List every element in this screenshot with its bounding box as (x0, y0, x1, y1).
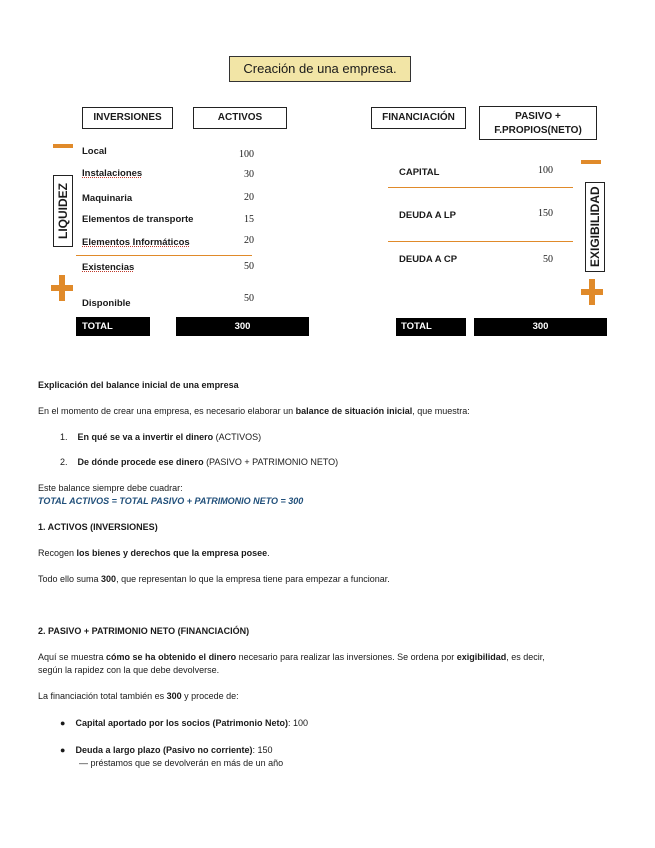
section1-paragraph-1 (38, 547, 270, 559)
page-title: Creación de una empresa. (229, 56, 411, 82)
liability-value-deuda-lp: 150 (538, 208, 553, 219)
bullet-bold: Deuda a largo plazo (Pasivo no corriente) (75, 745, 253, 755)
intro-text-end: , que muestra: (412, 406, 470, 416)
bullet-item-1 (60, 717, 308, 729)
liabilities-total-value: 300 (474, 318, 607, 336)
liability-divider-1 (388, 187, 573, 188)
liability-label-deuda-lp: DEUDA A LP (399, 210, 456, 221)
intro-text: En el momento de crear una empresa, es necesario elaborar un (38, 406, 296, 416)
asset-label-existencias: Existencias (82, 262, 135, 273)
text: Aquí se muestra (38, 652, 107, 662)
bullet-rest: : 100 (287, 718, 309, 728)
bullet-rest: : 150 (252, 745, 273, 755)
text: , que representan lo que la empresa tiene para empezar a funcionar. (116, 574, 390, 584)
bullet-bold: Capital aportado por los socios (Patrimonio Neto) (75, 718, 288, 728)
asset-label-instalaciones: Instalaciones (82, 168, 143, 179)
text: Todo ello suma (38, 574, 102, 584)
liability-value-deuda-cp: 50 (543, 254, 553, 265)
asset-value-instalaciones: 30 (244, 169, 254, 180)
list-number: 2. (60, 457, 68, 467)
list-bold: De dónde procede ese dinero (77, 457, 204, 467)
asset-label-disponible: Disponible (82, 298, 131, 309)
bullet-item-2-sub: — préstamos que se devolverán en más de un año (79, 758, 284, 768)
section2-paragraph-1-line2: según la rapidez con la que debe devolverse. (38, 665, 220, 675)
exigibility-label: EXIGIBILIDAD (585, 182, 605, 272)
balance-note: Este balance siempre debe cuadrar: (38, 483, 183, 493)
text: necesario para realizar las inversiones. Se ordena por (236, 652, 457, 662)
asset-label-transporte: Elementos de transporte (82, 214, 194, 225)
section2-heading: 2. PASIVO + PATRIMONIO NETO (FINANCIACIÓN) (38, 626, 250, 636)
list-bold: En qué se va a invertir el dinero (77, 432, 214, 442)
text-bold: 300 (166, 691, 182, 701)
bullet-icon: ● (60, 718, 66, 728)
liability-label-deuda-cp: DEUDA A CP (399, 254, 458, 265)
list-item-2 (60, 456, 338, 468)
liability-label-capital: CAPITAL (399, 167, 440, 178)
asset-value-transporte: 15 (244, 214, 254, 225)
list-rest: (ACTIVOS) (213, 432, 262, 442)
assets-header: ACTIVOS (193, 107, 287, 129)
asset-value-informaticos: 20 (244, 235, 254, 246)
asset-value-disponible: 50 (244, 293, 254, 304)
text-bold: exigibilidad (456, 652, 507, 662)
text: , es decir, (506, 652, 545, 662)
section2-paragraph-2 (38, 690, 239, 702)
minus-icon (53, 144, 73, 148)
section1-heading: 1. ACTIVOS (INVERSIONES) (38, 522, 158, 532)
intro-paragraph (38, 405, 628, 417)
text-bold: cómo se ha obtenido el dinero (106, 652, 237, 662)
list-rest: (PASIVO + PATRIMONIO NETO) (203, 457, 339, 467)
asset-value-existencias: 50 (244, 261, 254, 272)
text: y procede de: (181, 691, 239, 701)
text: La financiación total también es (38, 691, 167, 701)
assets-total-value: 300 (176, 317, 309, 336)
liabilities-header: PASIVO + F.PROPIOS(NETO) (479, 106, 597, 140)
balance-equation: TOTAL ACTIVOS = TOTAL PASIVO + PATRIMONIO NETO = 300 (38, 496, 304, 506)
asset-divider (76, 255, 252, 256)
asset-label-maquinaria: Maquinaria (82, 193, 133, 204)
liability-divider-2 (388, 241, 573, 242)
liabilities-total-label: TOTAL (396, 318, 466, 336)
bullet-icon: ● (60, 745, 66, 755)
plus-icon (51, 275, 73, 301)
liquidity-label: LIQUIDEZ (53, 175, 73, 247)
assets-total-label: TOTAL (76, 317, 150, 336)
list-number: 1. (60, 432, 68, 442)
minus-icon (581, 160, 601, 164)
asset-label-informaticos: Elementos Informáticos (82, 237, 190, 248)
financing-header: FINANCIACIÓN (371, 107, 466, 129)
liability-value-capital: 100 (538, 165, 553, 176)
text-bold: los bienes y derechos que la empresa posee (76, 548, 268, 558)
list-item-1 (60, 431, 261, 443)
asset-value-maquinaria: 20 (244, 192, 254, 203)
bullet-item-2 (60, 744, 273, 756)
asset-value-local: 100 (239, 149, 254, 160)
plus-icon (581, 279, 603, 305)
intro-bold: balance de situación inicial (295, 406, 413, 416)
explanation-heading: Explicación del balance inicial de una empresa (38, 380, 239, 390)
section1-paragraph-2 (38, 573, 390, 585)
asset-label-local: Local (82, 146, 107, 157)
section2-paragraph-1 (38, 651, 628, 663)
text: Recogen (38, 548, 77, 558)
text: . (267, 548, 270, 558)
text-bold: 300 (101, 574, 117, 584)
investments-header: INVERSIONES (82, 107, 173, 129)
